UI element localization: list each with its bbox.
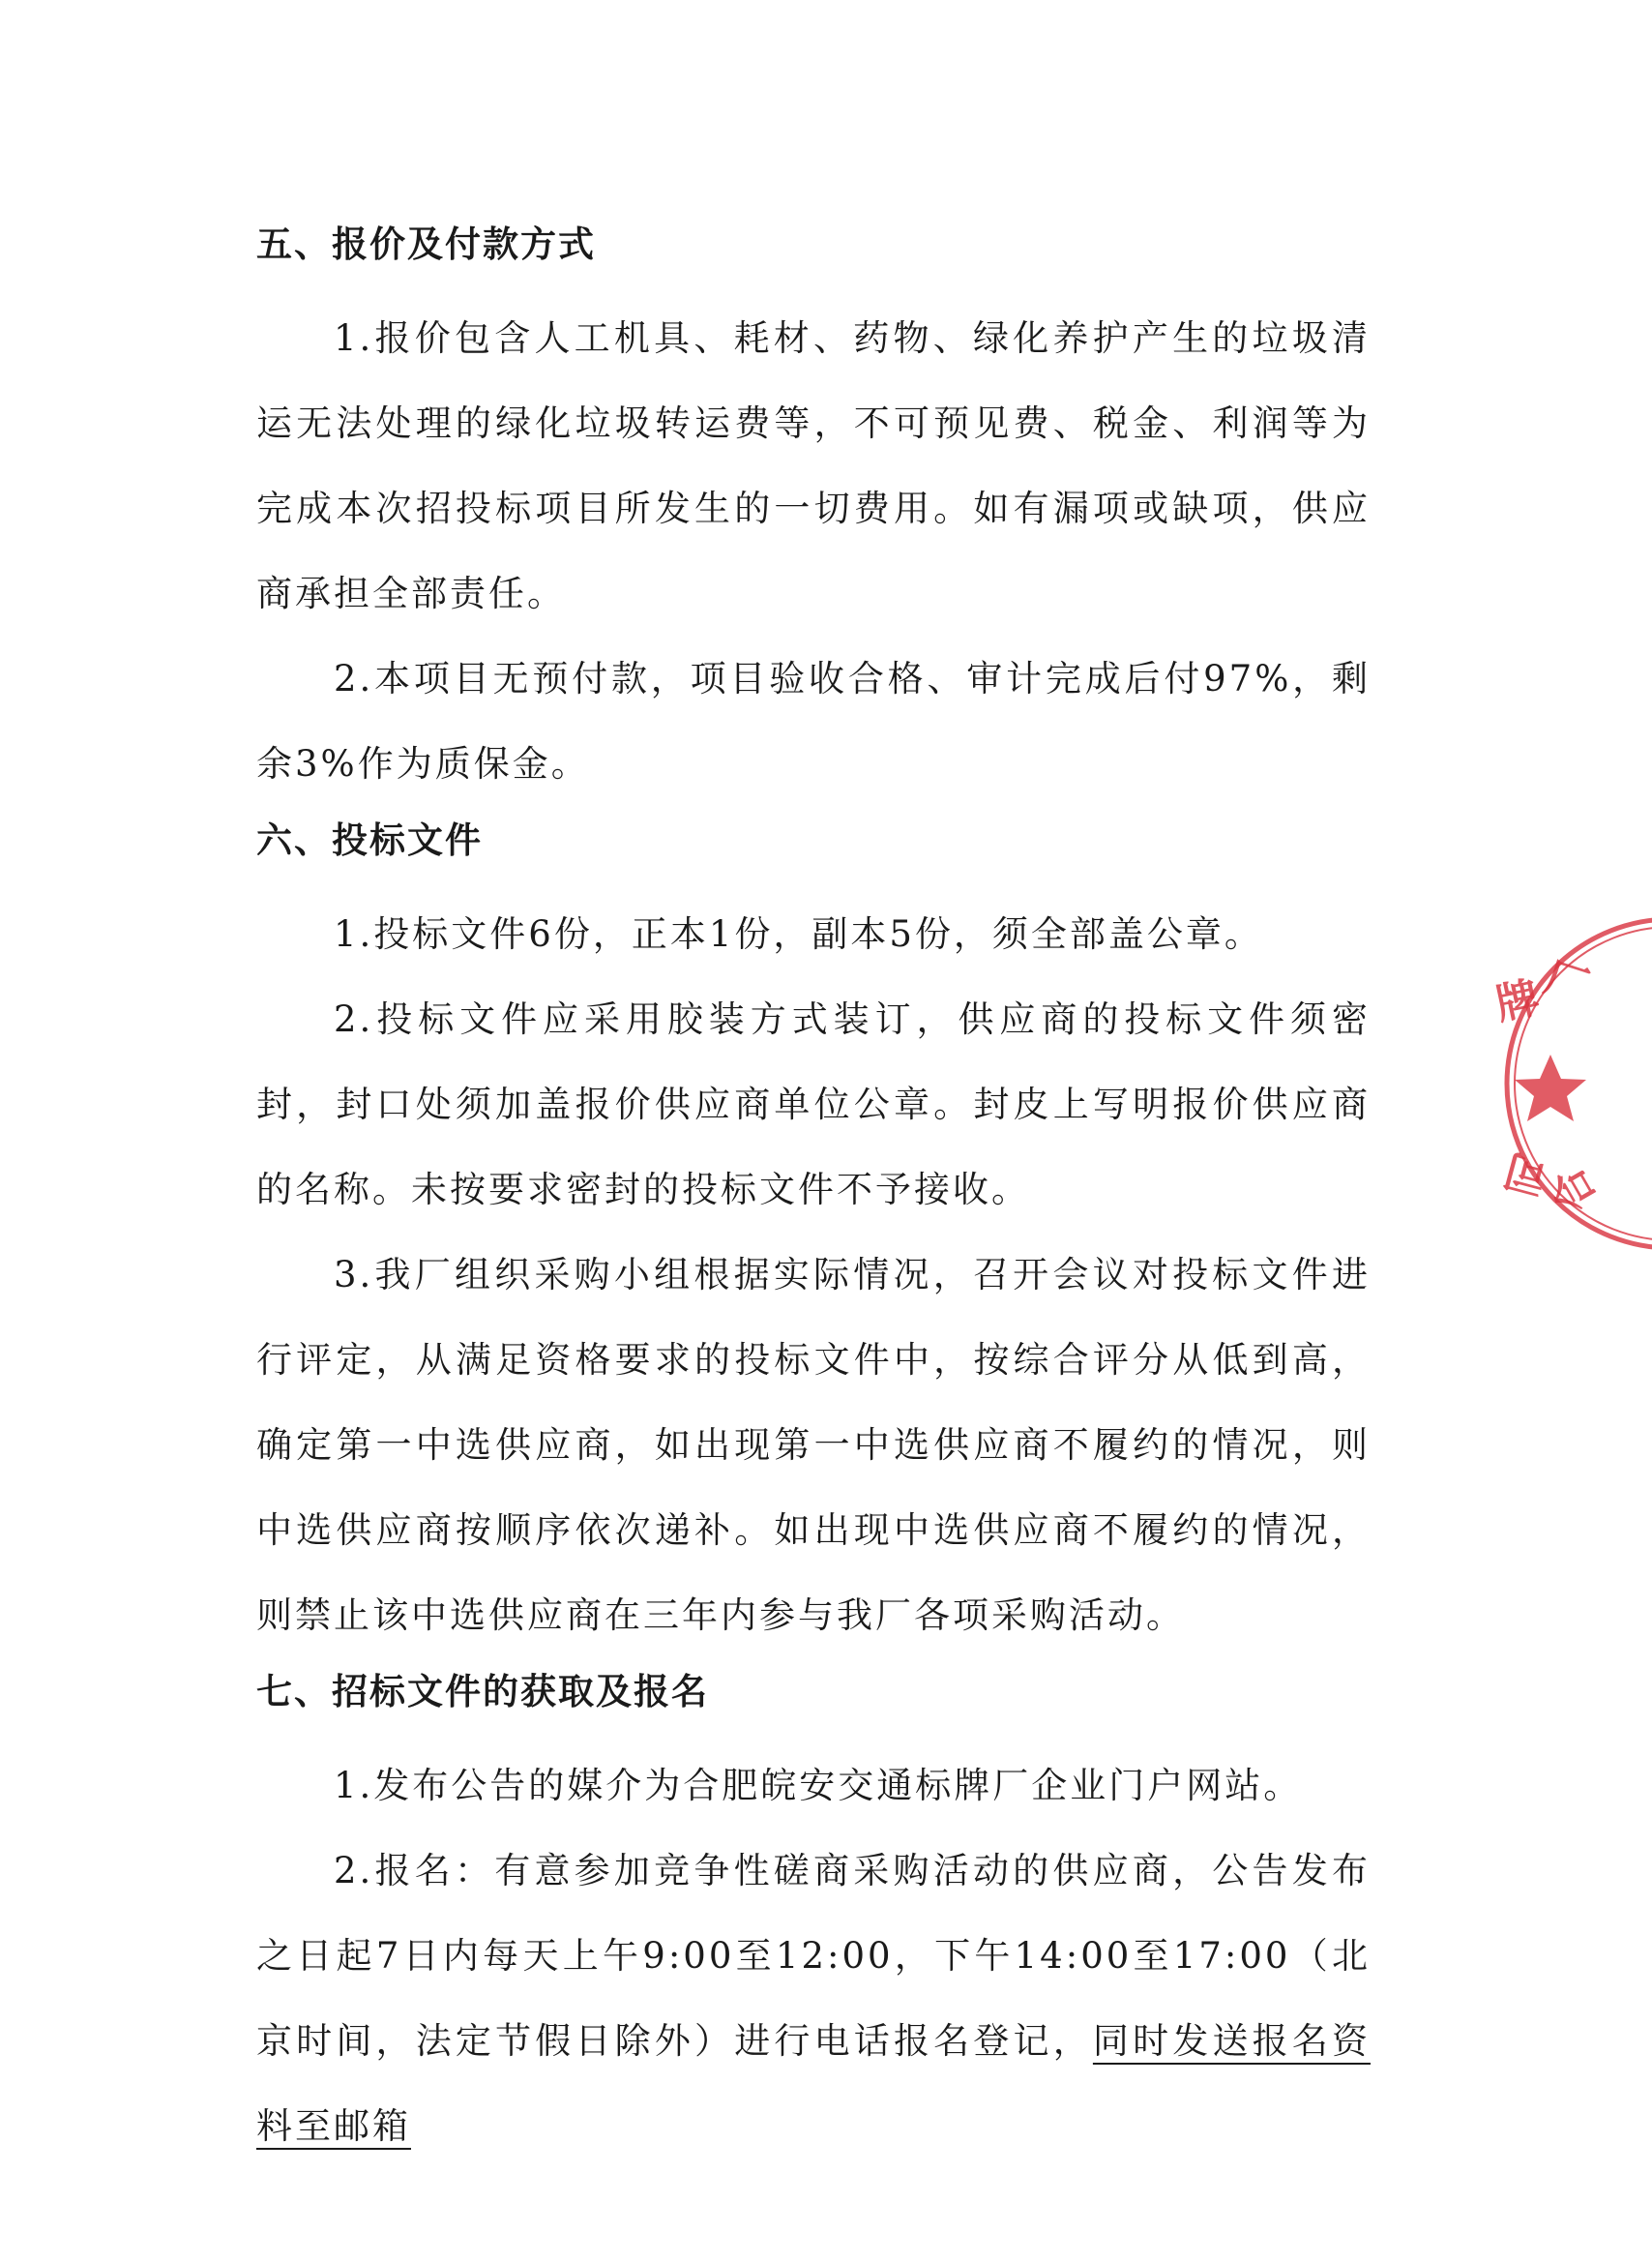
seal-star-icon bbox=[1515, 1055, 1586, 1121]
section-heading-registration: 七、招标文件的获取及报名 bbox=[256, 1671, 709, 1712]
paragraph-bid-documents-1: 1.投标文件6份，正本1份，副本5份，须全部盖公章。 bbox=[334, 913, 1263, 955]
seal-char-1: 牌 bbox=[1491, 972, 1544, 1030]
document-body bbox=[256, 211, 1371, 2169]
paragraph-registration-2 bbox=[256, 1829, 1371, 2169]
seal-char-4: 合 bbox=[1542, 1158, 1607, 1221]
company-seal bbox=[1491, 909, 1652, 1258]
seal-char-2: 厂 bbox=[1538, 952, 1595, 1013]
registration-underlined-text: 同时发送报名资料至邮箱 bbox=[256, 2020, 1372, 2147]
paragraph-bid-documents-2: 2.投标文件应采用胶装方式装订，供应商的投标文件须密封，封口处须加盖报价供应商单位公章。封皮上写明报价供应商的名称。未按要求密封的投标文件不予接收。 bbox=[256, 998, 1371, 1210]
section-heading-pricing: 五、报价及付款方式 bbox=[256, 223, 596, 265]
paragraph-pricing-2: 2.本项目无预付款，项目验收合格、审计完成后付97%，剩余3%作为质保金。 bbox=[256, 658, 1371, 785]
seal-char-3: 司 bbox=[1498, 1144, 1553, 1203]
section-heading-bid-documents: 六、投标文件 bbox=[256, 819, 483, 861]
paragraph-bid-documents-3: 3.我厂组织采购小组根据实际情况，召开会议对投标文件进行评定，从满足资格要求的投标文件中，按综合评分从低到高，确定第一中选供应商，如出现第一中选供应商不履约的情况，则中选供应商按顺序依次递补。如出现中选供应商不履约的情况，则禁止该中选供应商在三年内参与我厂各项采购活动。 bbox=[256, 1254, 1371, 1636]
paragraph-registration-1: 1.发布公告的媒介为合肥皖安交通标牌厂企业门户网站。 bbox=[334, 1765, 1303, 1806]
registration-text: 2.报名：有意参加竞争性磋商采购活动的供应商，公告发布之日起7日内每天上午9:00至12:00，下午14:00至17:00（北京时间，法定节假日除外）进行电话报名登记， bbox=[256, 1850, 1371, 2062]
paragraph-pricing-1: 1.报价包含人工机具、耗材、药物、绿化养护产生的垃圾清运无法处理的绿化垃圾转运费等，不可预见费、税金、利润等为完成本次招投标项目所发生的一切费用。如有漏项或缺项，供应商承担全部责任。 bbox=[256, 317, 1371, 614]
